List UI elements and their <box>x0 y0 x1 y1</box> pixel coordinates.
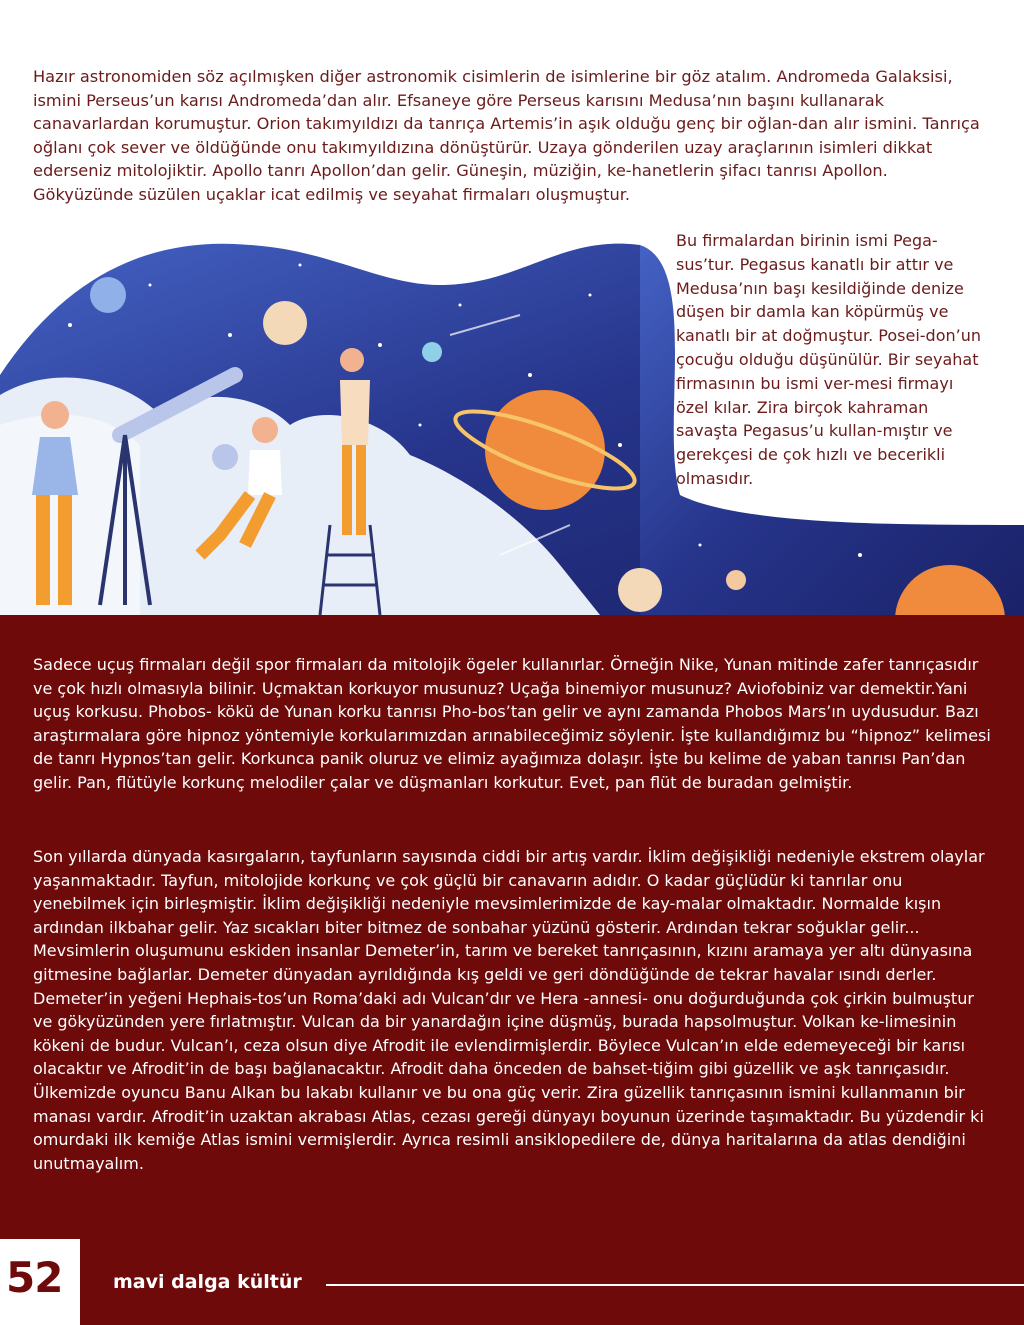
bottom-paragraph-2: Son yıllarda dünyada kasırgaların, tayfunların sayısında ciddi bir artış vardır. İklim değişikliği nedeniyle ekstrem olaylar yaşanmaktadır. Tayfun, mitolojide korkunç ve çok güçlü bir canavarın adıdır. O kadar güçlüdür ki tanrılar onu yenebilmek için birleşmiştir. İklim değişikliği nedeniyle mevsimlerimizde de kay-malar olmaktadır. Normalde kışın ardından ilkbahar gelir. Yaz sıcakları biter bitmez de sonbahar yüzünü gösterir. Ardından tekrar soğuklar gelir... Mevsimlerin oluşumunu eskiden insanlar Demeter’in, tarım ve bereket tanrıçasının, kızını aramaya yer altı dünyasına gitmesine bağlarlar. Demeter dünyadan ayrıldığında kış geldi ve geri döndüğünde de tekrar havalar ısındı derler. Demeter’in yeğeni Hephais-tos’un Roma’daki adı Vulcan’dır ve Hera -annesi- onu doğurduğunda çok çirkin bulmuştur ve gökyüzünden yere fırlatmıştır. Vulcan da bir yanardağın içine düşmüş, burada hapsolmuştur. Volkan ke-limesinin kökeni de budur. Vulcan’ı, ceza olsun diye Afrodit ile evlendirmişlerdir. Böylece Vulcan’ın elde edemeyeceği bir karısı olacaktır ve Afrodit’in de başı bağlanacaktır. Afrodit daha önceden de bahset-tiğim gibi güzellik ve aşk tanrıçasıdır. Ülkemizde oyuncu Banu Alkan bu lakabı kullanır ve bu ona güç verir. Zira güzellik tanrıçasının ismini kullanmanın bir manası vardır. Afrodit’in uzaktan akrabası Atlas, cezası gereği dünyayı boyunun üzerinde taşımaktadır. Bu yüzdendir ki omurdaki ilk kemiğe Atlas ismini vermişlerdir. Ayrıca resimli ansiklopedilere de, dünya haritalarına da atlas dendiğini unutmayalım. <box>33 847 985 1173</box>
planet-beige <box>263 301 307 345</box>
bottom-section <box>0 615 1024 1325</box>
planet-peach <box>618 568 662 612</box>
planet-small-blue <box>422 342 442 362</box>
intro-paragraph: Hazır astronomiden söz açılmışken diğer astronomik cisimlerin de isimlerine bir göz atalım. Andromeda Galaksisi, ismini Perseus’un karısı Andromeda’dan alır. Efsaneye göre Perseus karısını Medusa’nın başını kullanarak canavarlardan korumuştur. Orion takımyıldızı da tanrıça Artemis’in aşık olduğu genç bir oğlan-dan alır ismini. Tanrıça oğlanı çok sever ve öldüğünde onu takımyıldızına dönüştürür. Uzaya gönderilen uzay araçlarının isimleri dikkat ederseniz mitolojiktir. Apollo tanrı Apollon’dan gelir. Güneşin, müziğin, ke-hanetlerin şifacı tanrısı Apollon. Gökyüzünde süzülen uçaklar icat edilmiş ve seyahat firmaları oluşmuştur. <box>33 67 980 204</box>
footer <box>0 1239 1024 1325</box>
bottom-paragraph-1: Sadece uçuş firmaları değil spor firmaları da mitolojik ögeler kullanırlar. Örneğin Nike, Yunan mitinde zafer tanrıçasıdır ve çok hızlı olmasıyla bilinir. Uçmaktan korkuyor musunuz? Uçağa binemiyor musunuz? Aviofobiniz var demektir.Yani uçuş korkusu. Phobos- kökü de Yunan korku tanrısı Pho-bos’tan gelir ve aynı zamanda Phobos Mars’ın uydusudur. Bazı araştırmalara göre hipnoz yöntemiyle korkularımızdan arınabileceğimiz söylenir. İşte kullandığımız bu “hipnoz” kelimesi de tanrı Hypnos’tan gelir. Korkunca panik oluruz ve elimiz ayağımıza dolaşır. İşte bu kelime de yaban tanrısı Pan’dan gelir. Pan, flütüyle korkunç melodiler çalar ve düşmanları korkutur. Evet, pan flüt de buradan gelmiştir. <box>33 655 991 792</box>
magazine-name: mavi dalga kültür <box>113 1271 302 1293</box>
side-paragraph: Bu firmalardan birinin ismi Pega-sus’tur. Pegasus kanatlı bir attır ve Medusa’nın başı kesildiğinde denize düşen bir damla kan köpürmüş ve kanatlı bir at doğmuştur. Posei-don’un çocuğu olduğu düşünülür. Bir seyahat firmasının bu ismi ver-mesi firmayı özel kılar. Zira birçok kahraman savaşta Pegasus’u kullan-mıştır ve gerekçesi de çok hızlı ve becerikli olmasıdır. <box>676 231 981 488</box>
planet-blue <box>90 277 126 313</box>
planet-small-peach <box>726 570 746 590</box>
page-number-box <box>0 1239 80 1325</box>
footer-divider <box>326 1284 1024 1286</box>
page-number: 52 <box>6 1253 63 1302</box>
top-section <box>0 0 1024 615</box>
